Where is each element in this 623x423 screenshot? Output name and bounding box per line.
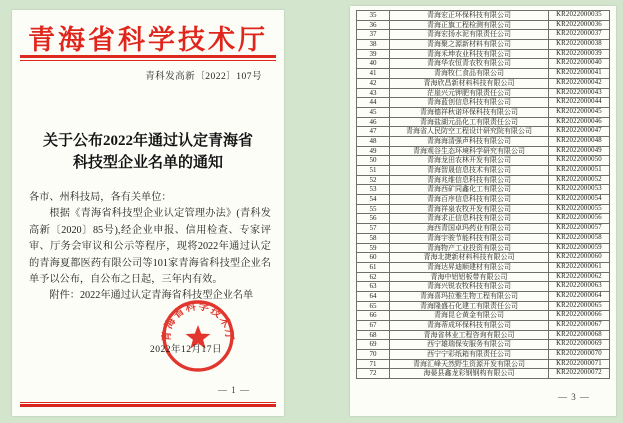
company-name: 青海昆仑黄金有限公司 xyxy=(390,311,549,321)
table-row xyxy=(357,88,610,98)
table-row xyxy=(357,359,610,369)
table-row xyxy=(357,321,610,331)
certificate-number: KR2022000068 xyxy=(549,330,610,340)
table-row xyxy=(357,253,610,263)
table-row xyxy=(357,49,610,59)
certificate-number: KR2022000035 xyxy=(549,11,610,21)
row-number: 48 xyxy=(357,136,390,146)
footer-divider-line xyxy=(20,402,276,407)
seal-text: 青海省科学技术厅 xyxy=(161,301,235,342)
body-paragraph: 根据《青海省科技型企业认定管理办法》(青科发高新〔2020〕85号),经企业申报、信用检查、专家评审、厅务会审议和公示等程序，现将2022年通过认定的青海夏都医药有限公司等101家青海省科技型企业名单予以公布，自公布之日起，三年内有效。 xyxy=(29,208,271,286)
enterprise-list-page xyxy=(350,6,616,416)
table-row xyxy=(357,107,610,117)
certificate-number: KR2022000070 xyxy=(549,350,610,360)
table-row xyxy=(357,350,610,360)
certificate-number: KR2022000067 xyxy=(549,321,610,331)
company-name: 青海物产工业投资有限公司 xyxy=(390,243,549,253)
table-row xyxy=(357,175,610,185)
table-row xyxy=(357,282,610,292)
table-row xyxy=(357,59,610,69)
row-number: 47 xyxy=(357,127,390,137)
table-row xyxy=(357,185,610,195)
company-name: 青海省人民防空工程设计研究院有限公司 xyxy=(390,127,549,137)
row-number: 59 xyxy=(357,243,390,253)
row-number: 53 xyxy=(357,185,390,195)
company-name: 青海海清强声科技有限公司 xyxy=(390,136,549,146)
certificate-number: KR2022000036 xyxy=(549,20,610,30)
certificate-number: KR2022000061 xyxy=(549,262,610,272)
certificate-number: KR2022000065 xyxy=(549,301,610,311)
certificate-number: KR2022000062 xyxy=(549,272,610,282)
certificate-number: KR2022000055 xyxy=(549,204,610,214)
certificate-number: KR2022000046 xyxy=(549,117,610,127)
company-name: 青海中铝铝板带有限公司 xyxy=(390,272,549,282)
table-row xyxy=(357,301,610,311)
row-number: 36 xyxy=(357,20,390,30)
company-name: 青海盐湖元品化工有限责任公司 xyxy=(390,117,549,127)
certificate-number: KR2022000044 xyxy=(549,98,610,108)
row-number: 43 xyxy=(357,88,390,98)
issue-date: 2022年12月17日 xyxy=(150,345,223,355)
row-number: 46 xyxy=(357,117,390,127)
certificate-number: KR2022000072 xyxy=(549,369,610,379)
row-number: 63 xyxy=(357,282,390,292)
company-name: 青海宏扬水泥有限责任公司 xyxy=(390,30,549,40)
company-name: 青海欣昌新材料科技有限公司 xyxy=(390,78,549,88)
page-number-right: — 3 — xyxy=(558,392,590,402)
table-row xyxy=(357,291,610,301)
certificate-number: KR2022000039 xyxy=(549,49,610,59)
row-number: 39 xyxy=(357,49,390,59)
row-number: 40 xyxy=(357,59,390,69)
company-name: 青海省林业工程咨询有限公司 xyxy=(390,330,549,340)
attachment-line: 附件：2022年通过认定青海省科技型企业名单 xyxy=(49,290,254,301)
table-row xyxy=(357,166,610,176)
table-row xyxy=(357,78,610,88)
certificate-number: KR2022000056 xyxy=(549,214,610,224)
row-number: 69 xyxy=(357,340,390,350)
table-row xyxy=(357,40,610,50)
company-name: 青海华农恒青农牧有限公司 xyxy=(390,59,549,69)
certificate-number: KR2022000053 xyxy=(549,185,610,195)
company-name: 青海宇骏节能科技有限公司 xyxy=(390,233,549,243)
company-name: 青海百序信息科技有限公司 xyxy=(390,195,549,205)
row-number: 56 xyxy=(357,214,390,224)
company-name: 青海宏正环保科技有限公司 xyxy=(390,11,549,21)
certificate-number: KR2022000069 xyxy=(549,340,610,350)
table-row xyxy=(357,262,610,272)
header-divider-line xyxy=(20,55,276,61)
certificate-number: KR2022000058 xyxy=(549,233,610,243)
company-name: 青海龙田农林开发有限公司 xyxy=(390,156,549,166)
company-name: 青海禾坤农业科技有限公司 xyxy=(390,49,549,59)
certificate-number: KR2022000060 xyxy=(549,253,610,263)
row-number: 41 xyxy=(357,69,390,79)
row-number: 42 xyxy=(357,78,390,88)
row-number: 37 xyxy=(357,30,390,40)
row-number: 67 xyxy=(357,321,390,331)
row-number: 55 xyxy=(357,204,390,214)
table-row xyxy=(357,146,610,156)
row-number: 54 xyxy=(357,195,390,205)
company-name: 青海兴锐农牧科技有限公司 xyxy=(390,282,549,292)
certificate-number: KR2022000064 xyxy=(549,291,610,301)
row-number: 62 xyxy=(357,272,390,282)
row-number: 60 xyxy=(357,253,390,263)
certificate-number: KR2022000037 xyxy=(549,30,610,40)
company-name: 青海聚之源新材料有限公司 xyxy=(390,40,549,50)
row-number: 71 xyxy=(357,359,390,369)
company-name: 青海北捷新材料科技有限公司 xyxy=(390,253,549,263)
row-number: 66 xyxy=(357,311,390,321)
company-name: 西宁宁彩纸箱有限责任公司 xyxy=(390,350,549,360)
company-name: 青海祥泉农牧开发有限公司 xyxy=(390,204,549,214)
certificate-number: KR2022000057 xyxy=(549,224,610,234)
table-row xyxy=(357,156,610,166)
document-number: 青科发高新〔2022〕107号 xyxy=(145,72,262,82)
company-name: 海晏县鑫龙彩钢钢构有限公司 xyxy=(390,369,549,379)
row-number: 64 xyxy=(357,291,390,301)
company-name: 青海蓝创信息科技有限公司 xyxy=(390,98,549,108)
certificate-number: KR2022000059 xyxy=(549,243,610,253)
row-number: 45 xyxy=(357,107,390,117)
company-name: 青海喜玛拉雅生物工程有限公司 xyxy=(390,291,549,301)
certificate-number: KR2022000038 xyxy=(549,40,610,50)
table-row xyxy=(357,311,610,321)
company-name: 青海蒂成环保科技有限公司 xyxy=(390,321,549,331)
page-number-left: — 1 — xyxy=(218,385,250,395)
table-row xyxy=(357,11,610,21)
row-number: 72 xyxy=(357,369,390,379)
notice-body xyxy=(29,190,271,288)
row-number: 49 xyxy=(357,146,390,156)
certificate-number: KR2022000054 xyxy=(549,195,610,205)
table-row xyxy=(357,224,610,234)
company-name: 茫崖兴元钾肥有限责任公司 xyxy=(390,88,549,98)
table-row xyxy=(357,243,610,253)
row-number: 61 xyxy=(357,262,390,272)
company-name: 青海求正信息科技有限公司 xyxy=(390,214,549,224)
table-row xyxy=(357,69,610,79)
row-number: 52 xyxy=(357,175,390,185)
company-name: 海西青国卓玛药业有限公司 xyxy=(390,224,549,234)
certificate-number: KR2022000052 xyxy=(549,175,610,185)
certificate-number: KR2022000049 xyxy=(549,146,610,156)
table-row xyxy=(357,272,610,282)
table-row xyxy=(357,98,610,108)
row-number: 51 xyxy=(357,166,390,176)
table-row xyxy=(357,233,610,243)
table-row xyxy=(357,214,610,224)
table-row xyxy=(357,117,610,127)
certificate-number: KR2022000063 xyxy=(549,282,610,292)
company-name: 青海观谷生态环境科学研究有限公司 xyxy=(390,146,549,156)
row-number: 68 xyxy=(357,330,390,340)
company-name: 青海隆盛石化建工有限责任公司 xyxy=(390,301,549,311)
company-name: 青海兆维信息科技有限公司 xyxy=(390,175,549,185)
row-number: 35 xyxy=(357,11,390,21)
table-row xyxy=(357,136,610,146)
company-name: 青海牧仁食品有限公司 xyxy=(390,69,549,79)
notice-title-line2: 科技型企业名单的通知 xyxy=(72,155,223,171)
table-row xyxy=(357,369,610,379)
certificate-number: KR2022000047 xyxy=(549,127,610,137)
company-name: 青海智晟信息技术有限公司 xyxy=(390,166,549,176)
certificate-number: KR2022000071 xyxy=(549,359,610,369)
row-number: 50 xyxy=(357,156,390,166)
company-name: 青海汇峰天然野生资源开发有限公司 xyxy=(390,359,549,369)
certificate-number: KR2022000051 xyxy=(549,166,610,176)
company-table-body xyxy=(357,11,610,379)
row-number: 65 xyxy=(357,301,390,311)
table-row xyxy=(357,204,610,214)
row-number: 57 xyxy=(357,224,390,234)
row-number: 70 xyxy=(357,350,390,360)
agency-header: 青海省科学技术厅 xyxy=(28,25,268,55)
certificate-number: KR2022000043 xyxy=(549,88,610,98)
table-row xyxy=(357,340,610,350)
company-name: 青海德祥秋诺环保科技有限公司 xyxy=(390,107,549,117)
table-row xyxy=(357,127,610,137)
notice-document-page xyxy=(12,10,284,416)
row-number: 44 xyxy=(357,98,390,108)
certificate-number: KR2022000048 xyxy=(549,136,610,146)
table-row xyxy=(357,20,610,30)
company-name: 青海西矿同鑫化工有限公司 xyxy=(390,185,549,195)
official-seal-stamp xyxy=(160,298,236,374)
row-number: 38 xyxy=(357,40,390,50)
certificate-number: KR2022000042 xyxy=(549,78,610,88)
company-name: 青海正旗工程检测有限公司 xyxy=(390,20,549,30)
certificate-number: KR2022000041 xyxy=(549,69,610,79)
notice-title xyxy=(12,130,284,174)
salutation: 各市、州科技局，各有关单位： xyxy=(29,192,172,203)
table-row xyxy=(357,30,610,40)
table-row xyxy=(357,330,610,340)
certificate-number: KR2022000040 xyxy=(549,59,610,69)
certificate-number: KR2022000066 xyxy=(549,311,610,321)
row-number: 58 xyxy=(357,233,390,243)
company-table xyxy=(356,10,610,379)
table-row xyxy=(357,195,610,205)
company-name: 西宁雄瑞保安服务有限公司 xyxy=(390,340,549,350)
certificate-number: KR2022000050 xyxy=(549,156,610,166)
certificate-number: KR2022000045 xyxy=(549,107,610,117)
company-name: 青海达昇迪顺建材有限公司 xyxy=(390,262,549,272)
notice-title-line1: 关于公布2022年通过认定青海省 xyxy=(42,133,253,149)
